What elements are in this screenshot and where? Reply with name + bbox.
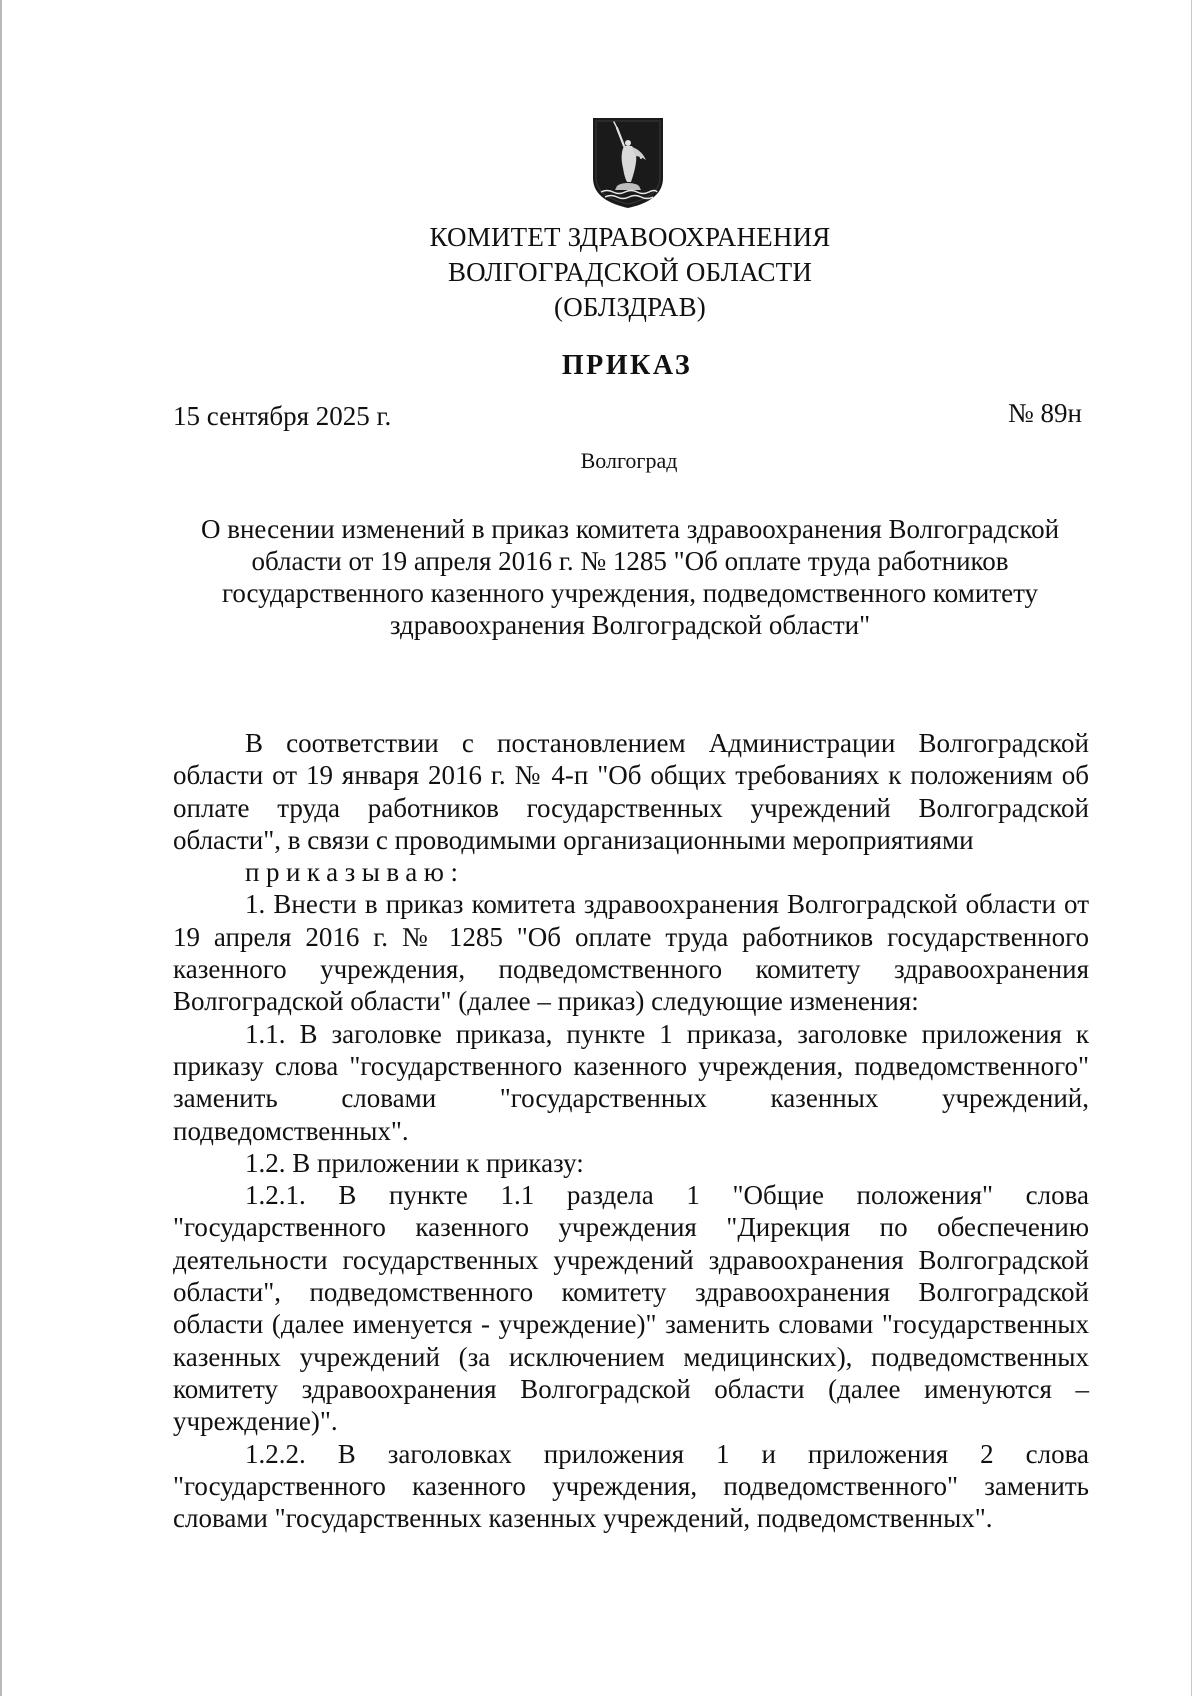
document-number: № 89н xyxy=(1008,398,1082,428)
clause-1-1: 1.1. В заголовке приказа, пункте 1 приказа, заголовке приложения к приказу слова "государственного казенного учреждения, подведомственного" заменить словами "государственных казенных учреждений, подведомственных". xyxy=(173,1018,1089,1146)
issuer-header xyxy=(0,220,1200,325)
subject-line-2: области от 19 апреля 2016 г. № 1285 "Об оплате труда работников xyxy=(251,546,1009,576)
clause-1: 1. Внести в приказ комитета здравоохранения Волгоградской области от 19 апреля 2016 г. № 1285 "Об оплате труда работников государственного казенного учреждения, подведомственного комитету здравоохранения Волгоградской области" (далее – приказ) следующие изменения: xyxy=(173,889,1089,1017)
document-type-title: ПРИКАЗ xyxy=(561,350,693,381)
preamble-paragraph: В соответствии с постановлением Администрации Волгоградской области от 19 января 2016 г. № 4-п "Об общих требованиях к положениям об оплате труда работников государственных учреждений Волгоградской области", в связи с проводимыми организационными мероприятиями xyxy=(173,728,1089,855)
clause-1-2-1: 1.2.1. В пункте 1.1 раздела 1 "Общие положения" слова "государственного казенного учреждения "Дирекция по обеспечению деятельности государственных учреждений здравоохранения Волгоградской области", подведомственного комитету здравоохранения Волгоградской области (далее именуется - учреждение)" заменить словами "государственных казенных учреждений (за исключением медицинских), подведомственных комитету здравоохранения Волгоградской области (далее именуются – учреждение)". xyxy=(173,1180,1089,1437)
document-subject xyxy=(140,513,1120,641)
issuer-name-line-1: КОМИТЕТ ЗДРАВООХРАНЕНИЯ xyxy=(429,222,831,252)
clause-1-2: 1.2. В приложении к приказу: xyxy=(245,1147,584,1178)
subject-line-4: здравоохранения Волгоградской области" xyxy=(389,610,871,640)
subject-line-3: государственного казенного учреждения, подведомственного комитету xyxy=(221,578,1039,608)
document-date: 15 сентября 2025 г. xyxy=(173,401,392,431)
issuer-abbreviation: (ОБЛЗДРАВ) xyxy=(554,292,706,322)
document-body xyxy=(173,727,1089,1534)
subject-line-1: О внесении изменений в приказ комитета здравоохранения Волгоградской xyxy=(200,514,1060,544)
document-city: Волгоград xyxy=(580,448,678,473)
issuer-name-line-2: ВОЛГОГРАДСКОЙ ОБЛАСТИ xyxy=(447,257,813,287)
coat-of-arms-icon xyxy=(591,116,665,209)
order-word: приказываю: xyxy=(245,857,465,888)
clause-1-2-2: 1.2.2. В заголовках приложения 1 и приложения 2 слова "государственного казенного учреждения, подведомственного" заменить словами "государственных казенных учреждений, подведомственных". xyxy=(173,1438,1089,1534)
